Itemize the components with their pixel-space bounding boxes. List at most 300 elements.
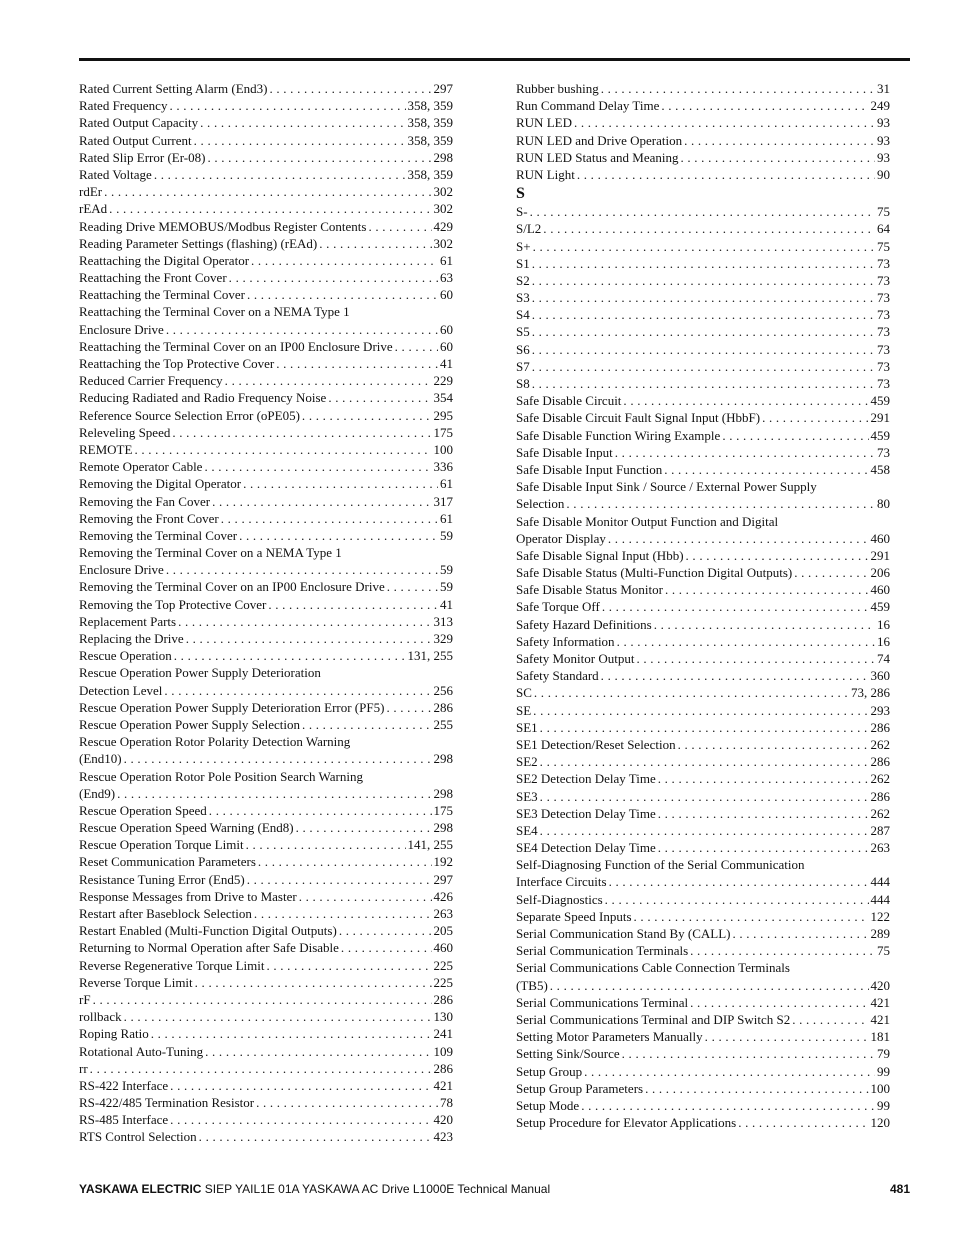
dot-leader: [207, 149, 431, 166]
index-term: S8: [516, 376, 530, 391]
page-reference: 59: [440, 579, 453, 595]
index-entry: [79, 200, 453, 217]
index-term: rollback: [79, 1009, 122, 1025]
dot-leader: [645, 1080, 868, 1097]
page-reference: 73: [877, 290, 890, 306]
index-entry: [516, 684, 890, 701]
index-column-right: [516, 80, 890, 1131]
footer-title: [79, 1182, 550, 1196]
index-entry-heading: Safe Disable Monitor Output Function and Digital: [516, 513, 779, 529]
page-reference: 262: [870, 736, 890, 752]
index-term: Restart Enabled (Multi-Function Digital Outputs): [79, 923, 337, 939]
index-entry: [79, 922, 453, 939]
dot-leader: [532, 272, 875, 289]
index-term: SE1 Detection/Reset Selection: [516, 736, 676, 752]
dot-leader: [117, 785, 431, 802]
dot-leader: [602, 598, 869, 615]
index-term: S2: [516, 272, 530, 288]
index-entry: [79, 321, 453, 338]
index-term: Reverse Torque Limit: [79, 974, 193, 990]
page-reference: 100: [433, 441, 453, 457]
dot-leader: [395, 338, 438, 355]
index-term: Replacement Parts: [79, 613, 177, 629]
index-term: Setting Motor Parameters Manually: [516, 1029, 703, 1045]
index-entry: [516, 306, 890, 323]
page-reference: 423: [433, 1129, 453, 1145]
index-term: RS-485 Interface: [79, 1112, 169, 1128]
dot-leader: [170, 1111, 431, 1128]
dot-leader: [581, 1097, 875, 1114]
index-entry: [79, 1094, 453, 1111]
index-term: Selection: [516, 496, 565, 512]
page-reference: 75: [877, 204, 890, 220]
index-term: Reverse Regenerative Torque Limit: [79, 957, 265, 973]
dot-leader: [93, 991, 432, 1008]
index-term: Rescue Operation Speed: [79, 802, 207, 818]
page-reference: 99: [877, 1063, 890, 1079]
dot-leader: [247, 286, 438, 303]
index-entry: [79, 372, 453, 389]
index-term: RUN LED Status and Meaning: [516, 149, 679, 165]
index-entry: [516, 891, 890, 908]
index-term: rF: [79, 991, 91, 1007]
dot-leader: [124, 1008, 432, 1025]
dot-leader: [550, 977, 869, 994]
page-reference: 61: [440, 252, 453, 268]
index-entry: [516, 530, 890, 547]
index-term: Safe Disable Status Monitor: [516, 582, 663, 598]
dot-leader: [212, 493, 431, 510]
dot-leader: [762, 409, 868, 426]
index-entry: [79, 510, 453, 527]
index-entry: [79, 1111, 453, 1128]
page-reference: 421: [870, 1011, 890, 1027]
dot-leader: [134, 441, 431, 458]
page-reference: 229: [433, 373, 453, 389]
index-term: Reattaching the Digital Operator: [79, 252, 250, 268]
page-reference: 73: [877, 341, 890, 357]
footer-document: SIEP YAIL1E 01A YASKAWA AC Drive L1000E Technical Manual: [201, 1182, 551, 1196]
index-term: Rated Voltage: [79, 166, 152, 182]
index-term: RUN Light: [516, 166, 575, 182]
index-entry: [516, 942, 890, 959]
dot-leader: [178, 613, 431, 630]
page-reference: 460: [870, 530, 890, 546]
page-reference: 90: [877, 166, 890, 182]
dot-leader: [634, 908, 869, 925]
index-term: Roping Ratio: [79, 1026, 149, 1042]
index-term: S7: [516, 358, 530, 374]
dot-leader: [199, 1128, 432, 1145]
page-reference: 459: [870, 599, 890, 615]
index-term: Removing the Terminal Cover: [79, 527, 238, 543]
dot-leader: [615, 444, 875, 461]
index-entry: [79, 493, 453, 510]
dot-leader: [104, 183, 431, 200]
dot-leader: [169, 97, 405, 114]
index-term: rdEr: [79, 184, 103, 200]
page-reference: 302: [433, 201, 453, 217]
index-entry: [516, 650, 890, 667]
dot-leader: [229, 269, 438, 286]
index-entry-heading: Rescue Operation Power Supply Deterioration: [79, 665, 321, 681]
index-term: Safe Disable Signal Input (Hbb): [516, 547, 684, 563]
index-entry: [79, 424, 453, 441]
index-entry: [516, 238, 890, 255]
index-entry: [79, 750, 453, 767]
dot-leader: [200, 114, 405, 131]
dot-leader: [368, 218, 431, 235]
dot-leader: [534, 684, 849, 701]
index-term: (End10): [79, 751, 122, 767]
page-reference: 458: [870, 461, 890, 477]
index-term: Reduced Carrier Frequency: [79, 373, 223, 389]
page-reference: 73: [877, 376, 890, 391]
dot-leader: [90, 1060, 432, 1077]
index-entry: [516, 873, 890, 890]
index-term: Safe Disable Status (Multi-Function Digital Outputs): [516, 565, 793, 581]
page-reference: 225: [433, 957, 453, 973]
index-term: S5: [516, 324, 530, 340]
index-entry: [79, 1008, 453, 1025]
dot-leader: [296, 819, 432, 836]
index-term: Rated Current Setting Alarm (End3): [79, 81, 268, 96]
page-reference: 262: [870, 805, 890, 821]
page-reference: 74: [877, 651, 890, 666]
index-term: SC: [516, 685, 532, 701]
index-term: Rated Output Current: [79, 132, 192, 148]
index-entry: [79, 114, 453, 131]
index-entry: [79, 475, 453, 492]
index-entry: [516, 581, 890, 598]
index-term: S-: [516, 204, 528, 220]
page-reference: 78: [440, 1095, 453, 1111]
page-reference: 298: [433, 785, 453, 801]
index-term: Serial Communication Stand By (CALL): [516, 926, 731, 941]
page-reference: 31: [877, 81, 890, 96]
index-term: Returning to Normal Operation after Safe Disable: [79, 940, 339, 956]
index-term: (End9): [79, 785, 116, 801]
page-reference: 64: [877, 221, 890, 237]
index-entry: [516, 547, 890, 564]
index-term: Detection Level: [79, 682, 163, 698]
page-reference: 109: [433, 1043, 453, 1059]
dot-leader: [124, 750, 432, 767]
index-term: Rescue Operation Speed Warning (End8): [79, 820, 294, 836]
page-reference: 420: [870, 977, 890, 993]
index-term: Reducing Radiated and Radio Frequency Noise: [79, 390, 327, 406]
index-entry: [516, 736, 890, 753]
index-term: SE4 Detection Delay Time: [516, 840, 656, 856]
index-term: Reference Source Selection Error (oPE05): [79, 407, 300, 423]
index-entry: [516, 719, 890, 736]
page-reference: 73: [877, 444, 890, 460]
index-entry: [79, 871, 453, 888]
dot-leader: [239, 527, 438, 544]
page-reference: 421: [433, 1077, 453, 1093]
dot-leader: [654, 616, 875, 633]
index-entry: [516, 616, 890, 633]
dot-leader: [328, 389, 431, 406]
dot-leader: [540, 822, 869, 839]
dot-leader: [530, 203, 875, 220]
dot-leader: [609, 873, 869, 890]
index-entry: [516, 702, 890, 719]
page-reference: 75: [877, 943, 890, 959]
index-term: Reading Parameter Settings (flashing) (rEAd): [79, 235, 318, 251]
page-reference: 80: [877, 496, 890, 512]
index-entry: [79, 132, 453, 149]
page-reference: 420: [433, 1112, 453, 1128]
dot-leader: [540, 719, 869, 736]
dot-leader: [195, 974, 432, 991]
dot-leader: [705, 1028, 869, 1045]
page-reference: 73: [877, 255, 890, 271]
index-term: Reattaching the Terminal Cover: [79, 287, 245, 303]
index-entry: [516, 114, 890, 131]
dot-leader: [276, 355, 438, 372]
index-term: Safety Standard: [516, 668, 599, 684]
index-entry: [79, 853, 453, 870]
index-entry: [79, 458, 453, 475]
page-reference: 297: [433, 871, 453, 887]
index-entry: [79, 836, 453, 853]
index-entry: [79, 269, 453, 286]
dot-leader: [533, 238, 875, 255]
dot-leader: [247, 871, 432, 888]
index-term: Remote Operator Cable: [79, 459, 203, 475]
index-entry-heading: Reattaching the Terminal Cover on a NEMA Type 1: [79, 304, 350, 320]
dot-leader: [574, 114, 875, 131]
page-reference: 302: [433, 235, 453, 251]
page-reference: 358, 359: [407, 166, 453, 182]
page-reference: 298: [433, 751, 453, 767]
index-term: Enclosure Drive: [79, 562, 164, 578]
page-reference: 60: [440, 338, 453, 354]
dot-leader: [186, 630, 432, 647]
index-term: Setup Group: [516, 1063, 583, 1079]
page-reference: 131, 255: [407, 648, 453, 664]
index-entry: [79, 286, 453, 303]
page-reference: 100: [870, 1080, 890, 1096]
index-entry: [79, 389, 453, 406]
index-entry: [516, 1045, 890, 1062]
index-entry: [516, 908, 890, 925]
page-reference: 460: [870, 582, 890, 598]
index-entry: [79, 80, 453, 97]
dot-leader: [738, 1114, 868, 1131]
index-entry: [516, 633, 890, 650]
page-reference: 16: [877, 616, 890, 632]
index-column-left: [79, 80, 453, 1146]
dot-leader: [658, 770, 869, 787]
index-entry-heading: Serial Communications Cable Connection Terminals: [516, 960, 790, 976]
index-entry: [516, 977, 890, 994]
page-reference: 256: [433, 682, 453, 698]
page-reference: 73: [877, 307, 890, 323]
index-entry: [516, 788, 890, 805]
index-entry: [516, 822, 890, 839]
page-reference: 287: [870, 822, 890, 838]
page-reference: 358, 359: [407, 115, 453, 131]
index-term: Reattaching the Front Cover: [79, 270, 227, 286]
page-reference: 41: [440, 356, 453, 371]
index-term: REMOTE: [79, 441, 133, 457]
dot-leader: [584, 1063, 875, 1080]
index-entry-heading: Self-Diagnosing Function of the Serial Communication: [516, 857, 805, 873]
index-term: SE3: [516, 788, 538, 804]
index-entry-heading: Rescue Operation Rotor Pole Position Search Warning: [79, 768, 363, 784]
index-term: Safe Disable Input: [516, 444, 613, 460]
page-reference: 444: [870, 891, 890, 907]
index-entry: [79, 338, 453, 355]
dot-leader: [605, 891, 869, 908]
page-reference: 255: [433, 716, 453, 732]
page-reference: 286: [433, 699, 453, 715]
index-term: Rubber bushing: [516, 81, 599, 96]
index-entry: [79, 183, 453, 200]
index-term: Replacing the Drive: [79, 631, 184, 646]
index-term: Setup Procedure for Elevator Applications: [516, 1115, 737, 1131]
dot-leader: [532, 323, 875, 340]
dot-leader: [387, 578, 438, 595]
index-term: Releveling Speed: [79, 424, 171, 440]
page-reference: 286: [870, 754, 890, 770]
index-entry: [79, 1025, 453, 1042]
page-reference: 286: [433, 991, 453, 1007]
dot-leader: [622, 1045, 875, 1062]
index-entry: [79, 235, 453, 252]
index-term: Setup Group Parameters: [516, 1080, 644, 1096]
index-entry: [79, 149, 453, 166]
dot-leader: [209, 802, 432, 819]
index-entry: [79, 1128, 453, 1145]
page-reference: 175: [433, 802, 453, 818]
page-reference: 286: [870, 719, 890, 735]
index-term: Safe Disable Circuit Fault Signal Input (HbbF): [516, 410, 761, 426]
dot-leader: [166, 321, 438, 338]
index-entry: [79, 991, 453, 1008]
index-term: Serial Communications Terminal and DIP Switch S2: [516, 1011, 791, 1027]
index-entry: [516, 770, 890, 787]
index-term: Rescue Operation: [79, 648, 172, 664]
index-entry: [516, 598, 890, 615]
index-term: SE2: [516, 754, 538, 770]
page-reference: 298: [433, 820, 453, 836]
index-entry: [516, 444, 890, 461]
dot-leader: [386, 699, 431, 716]
index-entry: [516, 461, 890, 478]
index-term: S6: [516, 341, 530, 357]
index-term: Safe Disable Circuit: [516, 393, 622, 409]
index-term: Rated Frequency: [79, 98, 168, 114]
index-entry: [516, 667, 890, 684]
index-entry: [79, 682, 453, 699]
page-reference: 297: [433, 81, 453, 96]
dot-leader: [680, 149, 875, 166]
dot-leader: [164, 682, 431, 699]
index-term: Interface Circuits: [516, 874, 607, 890]
index-entry: [516, 409, 890, 426]
dot-leader: [684, 132, 875, 149]
dot-leader: [623, 392, 868, 409]
page-reference: 225: [433, 974, 453, 990]
page-reference: 73: [877, 358, 890, 374]
index-entry: [79, 613, 453, 630]
index-entry: [516, 1028, 890, 1045]
dot-leader: [174, 647, 406, 664]
dot-leader: [154, 166, 406, 183]
index-entry: [79, 166, 453, 183]
index-entry-heading: Rescue Operation Rotor Polarity Detection Warning: [79, 734, 351, 750]
index-entry: [516, 272, 890, 289]
dot-leader: [722, 427, 868, 444]
page-reference: 444: [870, 874, 890, 890]
index-entry: [516, 80, 890, 97]
index-term: S+: [516, 238, 531, 254]
page-reference: 73: [877, 324, 890, 340]
dot-leader: [172, 424, 431, 441]
index-term: Enclosure Drive: [79, 321, 164, 337]
index-entry: [516, 427, 890, 444]
index-entry: [79, 97, 453, 114]
page-reference: 291: [870, 410, 890, 426]
index-term: Safety Information: [516, 633, 615, 649]
dot-leader: [166, 561, 438, 578]
page-reference: 293: [870, 702, 890, 718]
index-term: Reattaching the Terminal Cover on an IP00 Enclosure Drive: [79, 338, 393, 354]
index-term: (TB5): [516, 977, 548, 993]
dot-leader: [540, 788, 869, 805]
index-term: Reading Drive MEMOBUS/Modbus Register Contents: [79, 218, 367, 234]
dot-leader: [256, 1094, 438, 1111]
index-term: SE4: [516, 822, 538, 838]
index-entry: [516, 341, 890, 358]
page-reference: 122: [870, 908, 890, 924]
page-reference: 459: [870, 427, 890, 443]
dot-leader: [543, 220, 875, 237]
dot-leader: [617, 633, 875, 650]
index-entry: [516, 805, 890, 822]
page-reference: 93: [877, 149, 890, 165]
dot-leader: [302, 716, 432, 733]
index-term: Rated Output Capacity: [79, 115, 199, 131]
page-reference: 99: [877, 1097, 890, 1113]
dot-leader: [204, 458, 431, 475]
index-term: Safe Disable Input Function: [516, 461, 663, 477]
dot-leader: [664, 461, 868, 478]
index-term: Run Command Delay Time: [516, 98, 660, 114]
dot-leader: [299, 888, 432, 905]
index-term: SE1: [516, 719, 538, 735]
page-reference: 93: [877, 132, 890, 148]
dot-leader: [341, 939, 432, 956]
dot-leader: [254, 905, 432, 922]
dot-leader: [194, 132, 406, 149]
index-term: SE3 Detection Delay Time: [516, 805, 656, 821]
page-reference: 59: [440, 562, 453, 578]
dot-leader: [690, 942, 875, 959]
index-entry: [516, 166, 890, 183]
page-reference: 262: [870, 771, 890, 787]
dot-leader: [339, 922, 432, 939]
index-term: Safety Monitor Output: [516, 651, 635, 666]
page-reference: 241: [433, 1026, 453, 1042]
dot-leader: [577, 166, 875, 183]
dot-leader: [170, 1077, 431, 1094]
index-term: RTS Control Selection: [79, 1129, 197, 1145]
index-entry: [516, 289, 890, 306]
